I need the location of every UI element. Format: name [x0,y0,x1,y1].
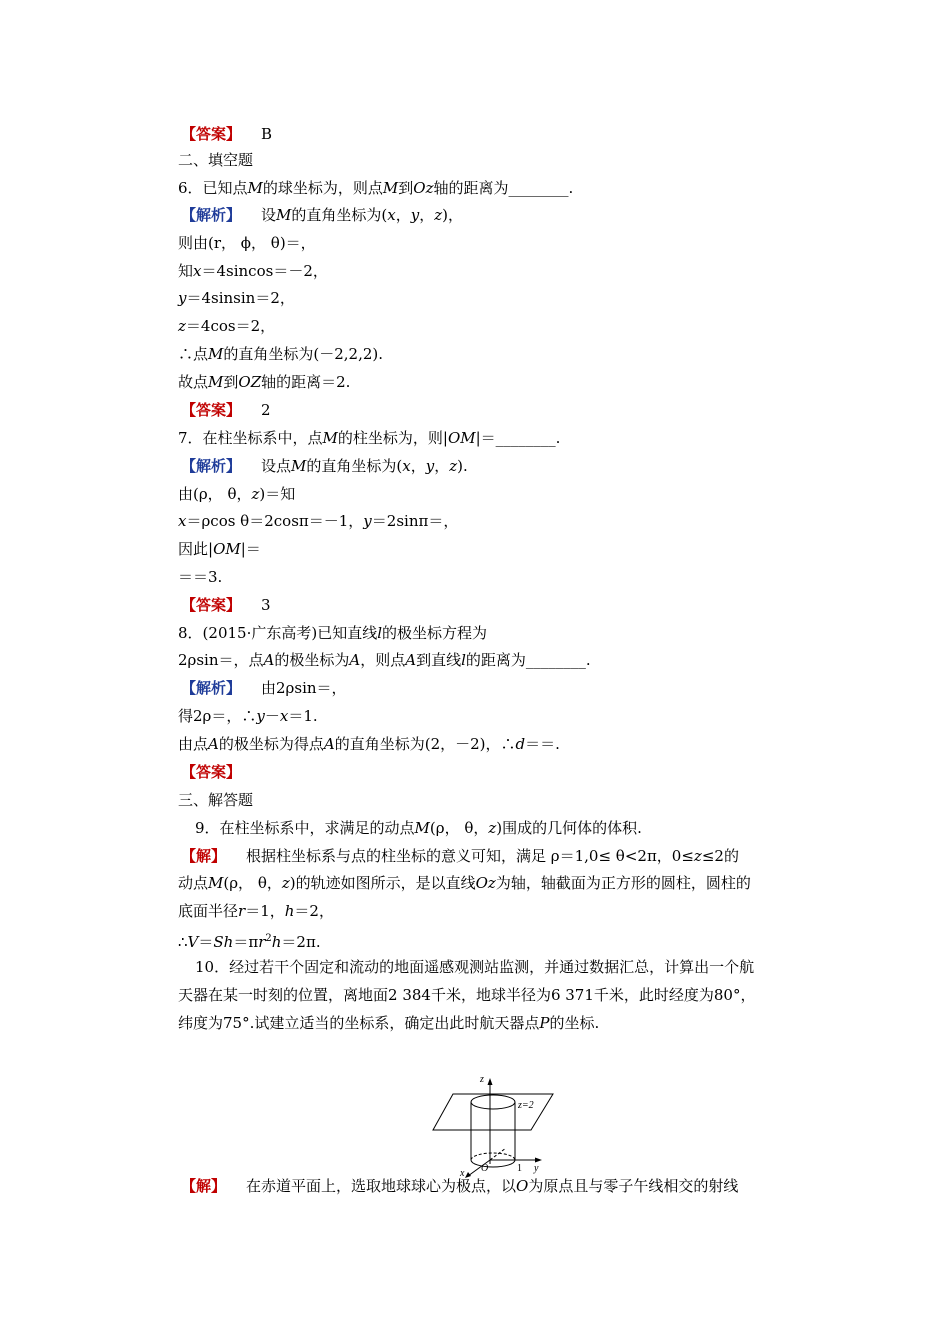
question-10: 10．经过若干个固定和流动的地面遥感观测站监测，并通过数据汇总，计算出一个航 [195,958,755,976]
var: OM [447,429,476,447]
question-10-cont: 天器在某一时刻的位置，离地面2 384千米，地球半径为6 371千米，此时经度为80°， [178,986,756,1004]
text: ). [457,457,468,475]
text-line [178,706,318,726]
analysis-tag: 【解析】 [181,206,242,224]
analysis-line-8 [181,678,347,698]
text: 由点 [178,735,209,753]
analysis-line-6 [181,205,463,225]
var: x [279,707,289,725]
text: ∴ [178,933,188,951]
question-6 [178,178,573,198]
text: ， [395,206,411,224]
var: x [387,206,396,224]
text: 的坐标. [549,1014,600,1032]
text: 的极坐标方程为 [382,624,488,642]
answer-tag: 【答案】 [181,596,242,614]
text: 6．已知点 [178,179,248,197]
var: OM [213,540,241,558]
var: x [193,262,202,280]
var: OZ [238,373,262,391]
text: ＝ [198,933,214,951]
text: ＝2sinπ＝， [371,512,459,530]
text-line [178,316,275,336]
text: ，则点 [360,651,406,669]
text: 9．在柱坐标系中，求满足的动点 [195,819,415,837]
solution-line-9 [181,846,739,866]
var: M [208,874,224,892]
var: z [488,819,497,837]
text: ≤2的 [701,847,739,865]
var: A [349,651,361,669]
var: y [410,206,420,224]
var: y [256,707,265,725]
answer-value: 2 [261,401,271,419]
question-8-cont [178,650,591,670]
var: z [434,206,443,224]
text: (ρ， θ， [223,874,282,892]
text-line [178,372,350,392]
answer-line-5 [181,124,272,144]
var: M [247,179,263,197]
cylinder-figure [430,1072,560,1180]
superscript: 2 [265,933,272,944]
var: M [291,457,307,475]
var: A [208,735,219,753]
text: 由(ρ， θ， [178,485,252,503]
var: z [281,874,290,892]
var: Oz [413,179,434,197]
answer-line-6 [181,400,271,420]
text-line [178,288,295,308]
answer-value: B [261,125,273,143]
text: － [264,707,280,725]
text: ＝4sincos＝－2， [201,262,328,280]
var: P [539,1014,550,1032]
text-line [178,344,383,364]
var: M [382,179,399,197]
text: 设点 [261,457,292,475]
text: 到直线 [416,651,462,669]
text: 的柱坐标为，则| [337,429,448,447]
text-line: 则由(r， ϕ， θ)＝， [178,234,316,252]
var: Oz [475,874,496,892]
text: )， [442,206,463,224]
text: 纬度为75°.试建立适当的坐标系，确定出此时航天器点 [178,1014,540,1032]
text: 动点 [178,874,209,892]
text: 的球坐标为，则点 [262,179,383,197]
text: 的直角坐标为( [306,457,403,475]
var: x [178,512,187,530]
var: A [323,735,335,753]
text-line: ＝＝3. [178,568,223,586]
var: z [449,457,458,475]
label-origin: O [481,1163,489,1174]
var: y [363,512,372,530]
label-one: 1 [517,1163,522,1174]
text: 知 [178,262,194,280]
text: ＝1. [288,707,318,725]
var: O [516,1177,529,1195]
text-line [178,734,560,754]
label-z: z [480,1074,484,1085]
text: 的极坐标为 [274,651,350,669]
var: h [271,933,282,951]
section-heading-solve: 三、解答题 [178,791,254,809]
var: V [187,933,199,951]
answer-line-8 [181,762,241,782]
cylinder-top [471,1095,515,1109]
label-x: x [460,1168,465,1179]
text: 的极坐标为得点 [218,735,324,753]
text: ＝ρcos θ＝2cosπ＝－1， [186,512,364,530]
z-axis-arrow [488,1078,493,1085]
text: (ρ， θ， [429,819,489,837]
text: 轴的距离＝2. [261,373,351,391]
text: 轴的距离为________. [433,179,574,197]
var: r [258,933,266,951]
var: z [693,847,702,865]
analysis-line-7 [181,456,468,476]
solution-line-10 [181,1176,738,1196]
text: 故点 [178,373,209,391]
text-line [178,929,321,952]
plane-z2 [433,1094,553,1130]
text: 设 [261,206,277,224]
text: 由2ρsin＝， [261,679,347,697]
text: 为轴，轴截面为正方形的圆柱，圆柱的 [495,874,751,892]
var: y [178,289,187,307]
text: 因此| [178,540,214,558]
text: ＝π [233,933,259,951]
var: M [208,373,224,391]
var: y [425,457,435,475]
var: h [284,902,295,920]
text: )＝知 [259,485,296,503]
var: Sh [213,933,234,951]
var: d [515,735,526,753]
text-line [178,901,334,921]
text: )围成的几何体的体积. [496,819,642,837]
text: 底面半径 [178,902,239,920]
text: ， [434,457,450,475]
text: ， [419,206,435,224]
question-9 [195,818,642,838]
var: M [276,206,292,224]
text: |＝________. [475,429,561,447]
text-line [178,539,261,559]
answer-tag: 【答案】 [181,763,242,781]
y-axis-arrow [535,1158,542,1163]
text: ＝2， [294,902,334,920]
analysis-tag: 【解析】 [181,457,242,475]
label-z2: z=2 [518,1100,534,1111]
question-7 [178,428,560,448]
text: 根据柱坐标系与点的柱坐标的意义可知，满足 ρ＝1,0≤ θ<2π，0≤ [246,847,694,865]
text: 到 [223,373,239,391]
text: ＝2π. [281,933,321,951]
text: 的直角坐标为( [291,206,388,224]
text-line [178,484,295,504]
var: M [322,429,338,447]
var: z [251,485,260,503]
solution-tag: 【解】 [181,1177,227,1195]
text: ＝4cos＝2， [185,317,276,335]
text: 的直角坐标为(－2,2,2). [223,345,384,363]
text: ＝4sinsin＝2， [186,289,295,307]
analysis-tag: 【解析】 [181,679,242,697]
text: 2ρsin＝，点 [178,651,264,669]
text: 得2ρ＝，∴ [178,707,257,725]
answer-value: 3 [261,596,271,614]
text: 的直角坐标为(2，－2)，∴ [334,735,516,753]
text: ＝＝. [525,735,560,753]
solution-tag: 【解】 [181,847,227,865]
answer-line-7 [181,595,271,615]
answer-tag: 【答案】 [181,125,242,143]
text: )的轨迹如图所示，是以直线 [289,874,476,892]
text: ∴点 [178,345,209,363]
text: 的距离为________. [465,651,591,669]
text-line [178,873,751,893]
text: ＝1， [245,902,285,920]
cylinder-bottom-back [471,1153,515,1160]
question-8 [178,623,487,643]
text-line [178,511,458,531]
x-axis-back [490,1148,506,1160]
text: |＝ [240,540,261,558]
var: A [263,651,275,669]
text: 在赤道平面上，选取地球球心为极点，以 [246,1177,517,1195]
var: l [377,624,383,642]
var: l [461,651,466,669]
text-line [178,261,328,281]
var: M [208,345,224,363]
question-10-cont [178,1013,599,1033]
var: M [414,819,430,837]
var: z [178,317,186,335]
var: A [405,651,417,669]
text: 为原点且与零子午线相交的射线 [528,1177,739,1195]
answer-tag: 【答案】 [181,401,242,419]
var: x [402,457,411,475]
var: r [238,902,246,920]
text: 7．在柱坐标系中，点 [178,429,323,447]
section-heading-fill-blank: 二、填空题 [178,151,254,169]
text: 8．(2015·广东高考)已知直线 [178,624,378,642]
text: ， [410,457,426,475]
cylinder-bottom-front [471,1160,515,1167]
text: 到 [398,179,414,197]
label-y: y [534,1163,539,1174]
